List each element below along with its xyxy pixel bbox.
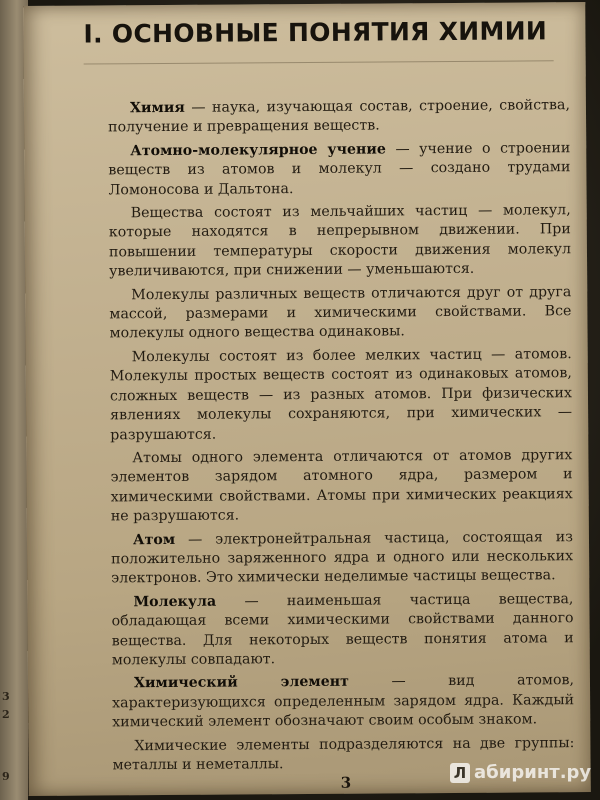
paragraph: [108, 96, 570, 138]
page-number: 3: [340, 773, 352, 792]
paragraph: [112, 672, 574, 733]
term: Химия: [129, 99, 185, 117]
paragraph-text: Молекулы состоят из более мелких частиц — атомов. Молекулы простых веществ состоят из одинаковых атомов, сложных веществ — из разных атомов. При физических явлениях молекулы сохраняются, при химических — разрушаются.: [109, 346, 573, 443]
definition: — вид атомов, характеризующихся определенным зарядом ядра. Каждый химический элемент обозначают своим особым знаком.: [112, 672, 575, 731]
title-divider: [84, 60, 554, 64]
labirint-logo-icon: Л: [450, 763, 470, 783]
paragraph: [109, 283, 571, 344]
watermark-text: абиринт.ру: [474, 762, 592, 783]
paragraph-text: Химические элементы подразделяются на две группы: металлы и неметаллы.: [112, 734, 575, 774]
term: Химический элемент: [133, 674, 349, 692]
edge-number: 9: [2, 770, 10, 783]
paragraph: [110, 345, 573, 445]
watermark: [450, 762, 591, 783]
chapter-title: I. ОСНОВНЫЕ ПОНЯТИЯ ХИМИИ: [83, 16, 548, 49]
definition: — электронейтральная частица, состоящая из положительно заряженного ядра и одного или нескольких электронов. Это химически неделимые частицы вещества.: [111, 528, 574, 587]
paragraph-text: Атомы одного элемента отличаются от атомов других элементов зарядом атомного ядра, размером и химическими свойствами. Атомы при химических реакциях не разрушаются.: [110, 447, 573, 525]
paragraph: [111, 528, 573, 589]
page-body: [108, 96, 575, 780]
paragraph: [110, 446, 573, 527]
edge-number: 3: [2, 690, 10, 703]
definition: — наука, изучающая состав, строение, свойства, получение и превращения веществ.: [108, 97, 571, 136]
term: Атомно-молекулярное учение: [130, 141, 386, 160]
book-page: [23, 2, 591, 796]
paragraph: [108, 139, 570, 200]
edge-number: 2: [2, 708, 10, 721]
term: Молекула: [133, 593, 217, 610]
paragraph-text: Вещества состоят из мельчайших частиц — молекул, которые находятся в непрерывном движении. При повышении температуры скорости движения молекул увеличиваются, при снижении — уменьшаются.: [108, 202, 572, 280]
definition: — наименьшая частица вещества, обладающая всеми химическими свойствами данного вещества. Для некоторых веществ понятия атома и молекулы совпадают.: [111, 590, 574, 669]
paragraph-text: Молекулы различных веществ отличаются друг от друга массой, размерами и химическими свойствами. Все молекулы одного вещества одинаковы.: [109, 283, 572, 342]
term: Атом: [132, 531, 176, 548]
definition: — учение о строении веществ из атомов и молекул — создано трудами Ломоносова и Дальтона.: [108, 139, 571, 199]
paragraph: [111, 590, 574, 671]
paragraph: [109, 201, 572, 282]
